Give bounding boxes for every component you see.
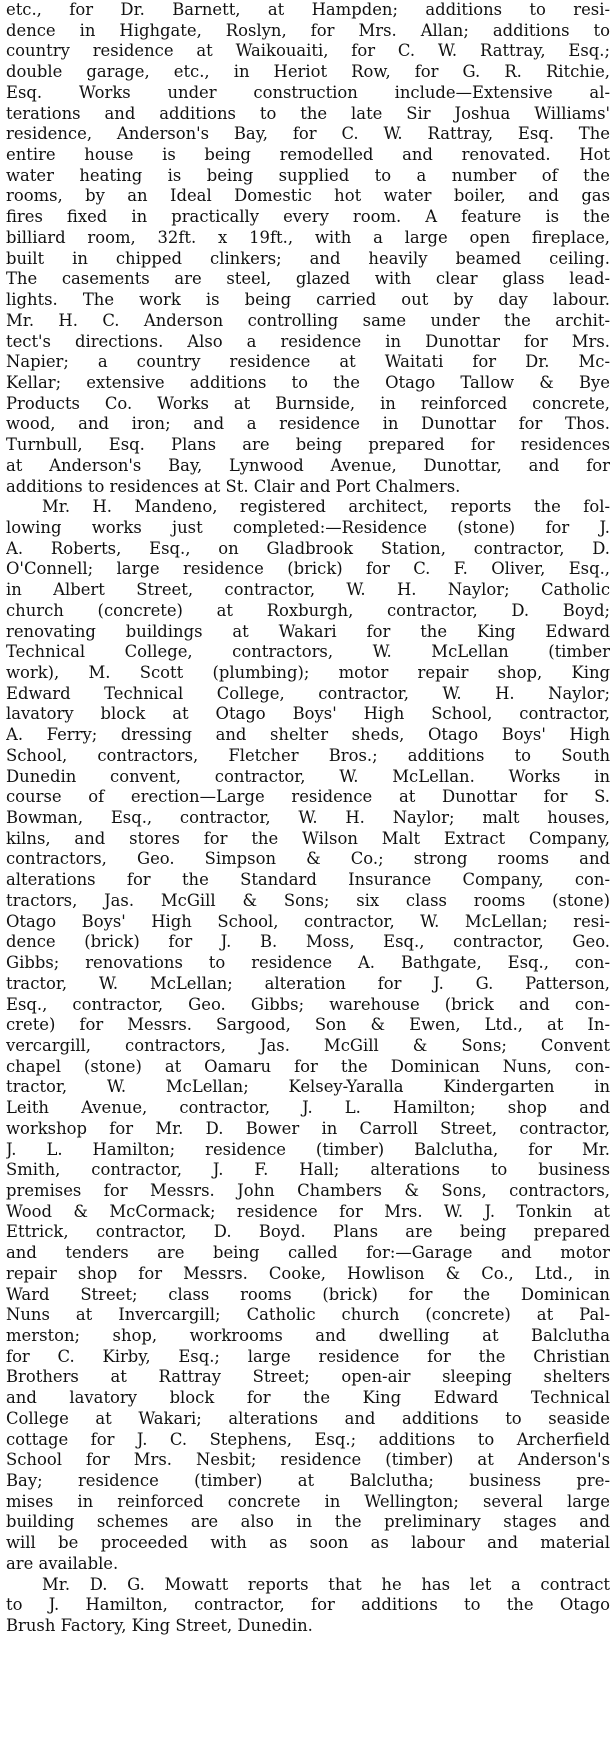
text-line: Ettrick, contractor, D. Boyd. Plans are being prepared <box>6 1222 610 1242</box>
text-line: course of erection—Large residence at Dunottar for S. <box>6 787 610 807</box>
text-line: Bowman, Esq., contractor, W. H. Naylor; malt houses, <box>6 808 610 828</box>
text-line: Kellar; extensive additions to the Otago Tallow & Bye <box>6 372 610 392</box>
text-line: dence (brick) for J. B. Moss, Esq., contractor, Geo. <box>6 932 610 952</box>
article-paragraph <box>6 497 610 1574</box>
text-line: built in chipped clinkers; and heavily beamed ceiling. <box>6 248 610 268</box>
text-line: merston; shop, workrooms and dwelling at Balclutha <box>6 1326 610 1345</box>
text-line: Bay; residence (timber) at Balclutha; business pre- <box>6 1471 610 1491</box>
text-line: Napier; a country residence at Waitati for Dr. Mc- <box>6 352 610 372</box>
text-line: J. L. Hamilton; residence (timber) Balclutha, for Mr. <box>6 1139 610 1159</box>
text-line: Technical College, contractors, W. McLellan (timber <box>6 642 610 662</box>
text-line: to J. Hamilton, contractor, for additions to the Otago <box>6 1595 610 1615</box>
text-line: terations and additions to the late Sir Joshua Williams' <box>6 103 610 123</box>
text-line: Leith Avenue, contractor, J. L. Hamilton; shop and <box>6 1098 610 1118</box>
text-line: A. Ferry; dressing and shelter sheds, Otago Boys' High <box>6 725 610 745</box>
text-line: residence, Anderson's Bay, for C. W. Rattray, Esq. The <box>6 124 610 144</box>
text-line: premises for Messrs. John Chambers & Sons, contractors, <box>6 1180 610 1200</box>
text-line: Esq. Works under construction include—Extensive al- <box>6 82 610 102</box>
text-line: building schemes are also in the preliminary stages and <box>6 1512 610 1532</box>
text-line: Esq., contractor, Geo. Gibbs; warehouse (brick and con- <box>6 994 610 1014</box>
text-line: College at Wakari; alterations and additions to seaside <box>6 1408 610 1428</box>
text-line: Wood & McCormack; residence for Mrs. W. J. Tonkin at <box>6 1201 610 1221</box>
text-line: Gibbs; renovations to residence A. Bathgate, Esq., con- <box>6 953 610 973</box>
text-line: entire house is being remodelled and renovated. Hot <box>6 145 610 165</box>
text-line: renovating buildings at Wakari for the King Edward <box>6 621 610 641</box>
text-line: rooms, by an Ideal Domestic hot water boiler, and gas <box>6 186 610 206</box>
text-line: alterations for the Standard Insurance Company, con- <box>6 870 610 890</box>
text-line: O'Connell; large residence (brick) for C. F. Oliver, Esq., <box>6 559 610 579</box>
text-line: Mr. D. G. Mowatt reports that he has let a contract <box>42 1574 610 1594</box>
text-line: church (concrete) at Roxburgh, contractor, D. Boyd; <box>6 600 610 620</box>
text-line: tect's directions. Also a residence in Dunottar for Mrs. <box>6 331 610 351</box>
text-line: for C. Kirby, Esq.; large residence for the Christian <box>6 1346 610 1366</box>
text-line: Ward Street; class rooms (brick) for the Dominican <box>6 1284 610 1304</box>
text-line: Products Co. Works at Burnside, in reinforced concrete, <box>6 393 610 413</box>
text-line: tractor, W. McLellan; Kelsey-Yaralla Kindergarten in <box>6 1077 610 1097</box>
text-line: and lavatory block for the King Edward Technical <box>6 1388 610 1408</box>
text-line: cottage for J. C. Stephens, Esq.; additions to Archerfield <box>6 1429 610 1449</box>
text-line: Mr. H. Mandeno, registered architect, reports the fol- <box>42 497 610 517</box>
text-line: Mr. H. C. Anderson controlling same under the archit- <box>6 310 610 330</box>
text-line: Otago Boys' High School, contractor, W. McLellan; resi- <box>6 911 610 931</box>
text-line: Brothers at Rattray Street; open-air sleeping shelters <box>6 1367 610 1387</box>
article-body <box>6 0 610 1637</box>
text-line: School, contractors, Fletcher Bros.; additions to South <box>6 745 610 765</box>
text-line: Turnbull, Esq. Plans are being prepared for residences <box>6 435 610 455</box>
text-line: vercargill, contractors, Jas. McGill & Sons; Convent <box>6 1035 610 1055</box>
text-line: in Albert Street, contractor, W. H. Naylor; Catholic <box>6 580 610 600</box>
text-line: additions to residences at St. Clair and Port Chalmers. <box>6 476 461 496</box>
text-line: The casements are steel, glazed with clear glass lead- <box>6 269 610 289</box>
text-line: billiard room, 32ft. x 19ft., with a large open fireplace, <box>6 227 610 247</box>
text-line: lights. The work is being carried out by day labour. <box>6 290 610 310</box>
text-line: double garage, etc., in Heriot Row, for G. R. Ritchie, <box>6 62 610 82</box>
text-line: wood, and iron; and a residence in Dunottar for Thos. <box>6 414 610 434</box>
text-line: work), M. Scott (plumbing); motor repair shop, King <box>6 663 610 682</box>
text-line: Nuns at Invercargill; Catholic church (concrete) at Pal- <box>6 1305 610 1325</box>
text-line: crete) for Messrs. Sargood, Son & Ewen, Ltd., at In- <box>6 1015 610 1035</box>
text-line: Brush Factory, King Street, Dunedin. <box>6 1616 313 1636</box>
text-line: tractor, W. McLellan; alteration for J. G. Patterson, <box>6 973 610 993</box>
text-line: chapel (stone) at Oamaru for the Dominican Nuns, con- <box>6 1056 610 1076</box>
text-line: contractors, Geo. Simpson & Co.; strong rooms and <box>6 849 610 869</box>
text-line: Edward Technical College, contractor, W. H. Naylor; <box>6 683 610 703</box>
text-line: country residence at Waikouaiti, for C. W. Rattray, Esq.; <box>6 41 610 61</box>
text-line: workshop for Mr. D. Bower in Carroll Street, contractor, <box>6 1118 610 1138</box>
text-line: water heating is being supplied to a number of the <box>6 165 610 185</box>
text-line: at Anderson's Bay, Lynwood Avenue, Dunottar, and for <box>6 455 610 475</box>
text-line: etc., for Dr. Barnett, at Hampden; additions to resi- <box>6 0 610 19</box>
text-line: Dunedin convent, contractor, W. McLellan. Works in <box>6 766 610 786</box>
text-line: repair shop for Messrs. Cooke, Howlison & Co., Ltd., in <box>6 1263 610 1283</box>
text-line: School for Mrs. Nesbit; residence (timber) at Anderson's <box>6 1450 610 1470</box>
article-paragraph <box>6 1575 610 1637</box>
text-line: are available. <box>6 1553 119 1573</box>
text-line: A. Roberts, Esq., on Gladbrook Station, contractor, D. <box>6 538 610 558</box>
article-paragraph <box>6 0 610 497</box>
text-line: and tenders are being called for:—Garage and motor <box>6 1243 610 1263</box>
text-line: dence in Highgate, Roslyn, for Mrs. Allan; additions to <box>6 20 610 40</box>
text-line: mises in reinforced concrete in Wellington; several large <box>6 1491 610 1511</box>
text-line: tractors, Jas. McGill & Sons; six class rooms (stone) <box>6 890 610 910</box>
text-line: fires fixed in practically every room. A feature is the <box>6 207 610 227</box>
text-line: Smith, contractor, J. F. Hall; alterations to business <box>6 1160 610 1180</box>
text-line: kilns, and stores for the Wilson Malt Extract Company, <box>6 828 610 848</box>
text-line: lavatory block at Otago Boys' High School, contractor, <box>6 704 610 724</box>
text-line: lowing works just completed:—Residence (stone) for J. <box>6 517 610 537</box>
text-line: will be proceeded with as soon as labour and material <box>6 1533 610 1553</box>
